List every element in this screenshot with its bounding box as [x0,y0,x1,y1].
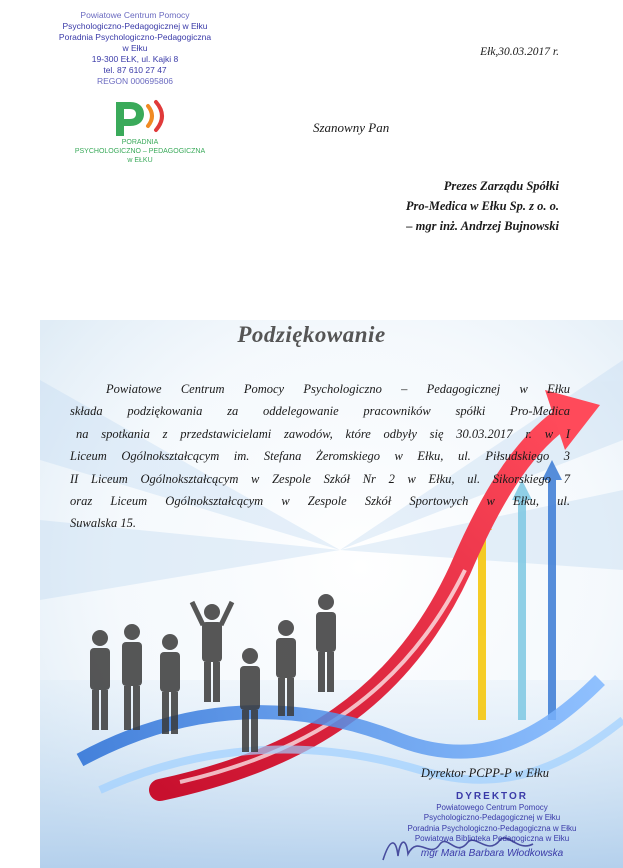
body-line: Powiatowe Centrum Pomocy Psychologiczno – Pedagogicznej w Ełku [106,382,570,396]
institution-stamp [40,10,230,87]
body-line: na spotkania z przedstawicielami zawodów, które odbyły się 30.03.2017 r. w I [76,426,570,441]
logo-line: w EŁKU [127,157,153,164]
institution-logo [70,98,210,165]
director-stamp-line: Powiatowa Biblioteka Pedagogiczna w Ełku [414,834,570,843]
logo-line: PSYCHOLOGICZNO – PEDAGOGICZNA [74,148,206,155]
body-line: oraz Liceum Ogólnokształcącym w Zespole Szkół Sportowych w Ełku, ul. [70,494,570,509]
stamp-line: tel. 87 610 27 47 [103,65,167,75]
stamp-line: w Ełku [122,43,148,53]
letter-date: Ełk,30.03.2017 r. [480,46,559,58]
recipient-line: Pro-Medica w Ełku Sp. z o. o. [405,199,559,213]
handwritten-signature [378,830,538,868]
director-stamp-line: Poradnia Psychologiczno-Pedagogiczna w Ełku [407,823,577,833]
stamp-line: REGON 000695806 [96,76,174,86]
director-name: mgr Maria Barbara Włodkowska [420,847,564,859]
director-title: Dyrektor PCPP-P w Ełku [420,766,549,780]
body-line: składa podziękowania za oddelegowanie pracowników spółki Pro-Medica [70,404,570,419]
recipient-block [406,176,559,236]
body-line: Suwalska 15. [70,516,136,531]
stamp-line: Psychologiczno-Pedagogicznej w Ełku [62,21,208,31]
letter-body [70,378,570,535]
director-stamp-head: DYREKTOR [456,791,528,802]
stamp-line: Poradnia Psychologiczno-Pedagogiczna [58,32,212,42]
logo-p-icon [110,98,170,138]
director-stamp-line: Psychologiczno-Pedagogicznej w Ełku [423,813,561,822]
recipient-line: Prezes Zarządu Spółki [443,179,559,193]
letter-title: Podziękowanie [237,322,386,347]
director-stamp-line: Powiatowego Centrum Pomocy [436,802,548,812]
recipient-line: – mgr inż. Andrzej Bujnowski [406,219,559,233]
body-line: Liceum Ogólnokształcącym im. Stefana Żeromskiego w Ełku, ul. Piłsudskiego 3 [70,449,570,464]
stamp-line: Powiatowe Centrum Pomocy [80,10,190,20]
salutation: Szanowny Pan [313,120,390,135]
logo-line: PORADNIA [121,139,159,146]
body-line: II Liceum Ogólnokształcącym w Zespole Szkół Nr 2 w Ełku, ul. Sikorskiego 7 [70,471,570,486]
stamp-line: 19-300 EŁK, ul. Kajki 8 [91,54,179,64]
